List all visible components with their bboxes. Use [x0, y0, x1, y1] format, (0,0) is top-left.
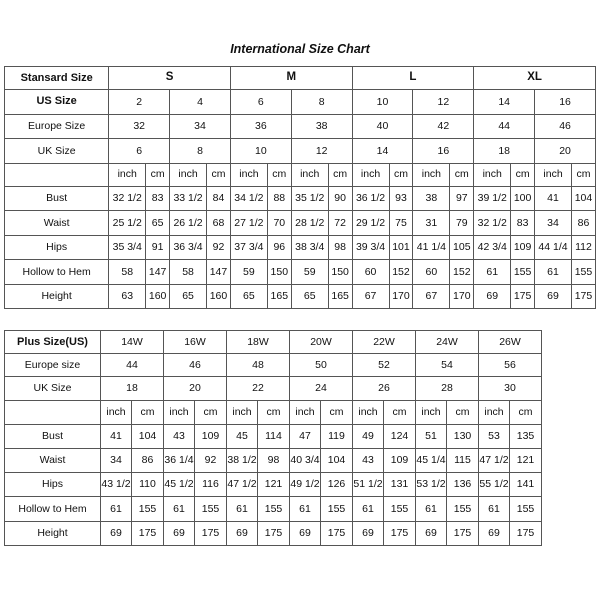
measurement-value: 155 [447, 497, 479, 521]
europe-size-cell: 46 [535, 114, 596, 139]
measurement-value: 155 [384, 497, 416, 521]
us-size-cell: 4 [170, 90, 231, 115]
measurement-value: 75 [389, 211, 413, 236]
measurement-value: 104 [321, 448, 353, 472]
measurement-value: 69 [474, 284, 511, 309]
measurement-row-height [5, 284, 596, 309]
measurement-value: 124 [384, 424, 416, 448]
measurement-value: 35 3/4 [109, 235, 146, 260]
plus-europe-size-cell: 48 [227, 354, 290, 377]
plus-us-size-cell: 18W [227, 331, 290, 354]
measurement-value: 26 1/2 [170, 211, 207, 236]
measurement-value: 47 [290, 424, 321, 448]
plus-uk-size-cell: 30 [479, 377, 542, 400]
measurement-value: 90 [328, 186, 352, 211]
measurement-value: 131 [384, 473, 416, 497]
unit-cm: cm [207, 163, 231, 186]
measurement-value: 109 [195, 424, 227, 448]
measurement-value: 61 [353, 497, 384, 521]
measurement-value: 136 [447, 473, 479, 497]
measurement-value: 68 [207, 211, 231, 236]
plus-europe-size-cell: 54 [416, 354, 479, 377]
measurement-value: 97 [450, 186, 474, 211]
measurement-value: 69 [101, 521, 132, 545]
measurement-value: 61 [290, 497, 321, 521]
plus-us-size-cell: 22W [353, 331, 416, 354]
measurement-value: 110 [132, 473, 164, 497]
measurement-value: 47 1/2 [227, 473, 258, 497]
measurement-value: 91 [146, 235, 170, 260]
measurement-value: 155 [321, 497, 353, 521]
measurement-value: 69 [290, 521, 321, 545]
measurement-value: 29 1/2 [352, 211, 389, 236]
us-size-cell: 14 [474, 90, 535, 115]
us-size-cell: 16 [535, 90, 596, 115]
unit-inch: inch [101, 400, 132, 424]
measurement-value: 42 3/4 [474, 235, 511, 260]
measurement-value: 61 [164, 497, 195, 521]
measurement-value: 58 [109, 260, 146, 285]
measurement-value: 55 1/2 [479, 473, 510, 497]
measurement-label: Waist [5, 448, 101, 472]
measurement-value: 150 [328, 260, 352, 285]
measurement-value: 35 1/2 [291, 186, 328, 211]
europe-size-label: Europe Size [5, 114, 109, 139]
uk-size-cell: 10 [230, 139, 291, 164]
measurement-label: Height [5, 521, 101, 545]
measurement-value: 36 1/2 [352, 186, 389, 211]
measurement-value: 63 [109, 284, 146, 309]
measurement-value: 109 [511, 235, 535, 260]
measurement-label: Bust [5, 424, 101, 448]
plus-europe-size-cell: 44 [101, 354, 164, 377]
measurement-value: 69 [353, 521, 384, 545]
measurement-row-bust [5, 186, 596, 211]
unit-cm: cm [511, 163, 535, 186]
measurement-value: 72 [328, 211, 352, 236]
measurement-value: 37 3/4 [230, 235, 267, 260]
unit-cm: cm [195, 400, 227, 424]
measurement-value: 155 [511, 260, 535, 285]
measurement-value: 39 3/4 [352, 235, 389, 260]
measurement-label: Hollow to Hem [5, 497, 101, 521]
measurement-value: 43 [164, 424, 195, 448]
measurement-value: 160 [207, 284, 231, 309]
size-group-s: S [109, 67, 231, 90]
uk-size-cell: 12 [291, 139, 352, 164]
measurement-value: 69 [164, 521, 195, 545]
measurement-value: 53 1/2 [416, 473, 447, 497]
measurement-value: 119 [321, 424, 353, 448]
measurement-value: 135 [510, 424, 542, 448]
europe-size-cell: 44 [474, 114, 535, 139]
measurement-value: 61 [101, 497, 132, 521]
chart-title: International Size Chart [230, 42, 370, 56]
header-row [5, 67, 596, 90]
us-size-cell: 2 [109, 90, 170, 115]
measurement-value: 59 [230, 260, 267, 285]
plus-unit-row-blank [5, 400, 101, 424]
measurement-value: 175 [571, 284, 595, 309]
measurement-value: 147 [146, 260, 170, 285]
uk-size-cell: 8 [170, 139, 231, 164]
measurement-value: 83 [146, 186, 170, 211]
measurement-value: 49 [353, 424, 384, 448]
measurement-value: 93 [389, 186, 413, 211]
unit-inch: inch [416, 400, 447, 424]
unit-row [5, 163, 596, 186]
measurement-value: 25 1/2 [109, 211, 146, 236]
measurement-value: 175 [321, 521, 353, 545]
us-size-cell: 6 [230, 90, 291, 115]
unit-cm: cm [146, 163, 170, 186]
measurement-value: 69 [535, 284, 572, 309]
standard-size-label: Stansard Size [5, 67, 109, 90]
size-group-m: M [230, 67, 352, 90]
europe-size-cell: 34 [170, 114, 231, 139]
measurement-value: 175 [447, 521, 479, 545]
us-size-row [5, 90, 596, 115]
measurement-value: 175 [195, 521, 227, 545]
us-size-cell: 10 [352, 90, 413, 115]
plus-europe-size-cell: 46 [164, 354, 227, 377]
measurement-value: 58 [170, 260, 207, 285]
measurement-value: 65 [170, 284, 207, 309]
measurement-value: 60 [413, 260, 450, 285]
measurement-value: 28 1/2 [291, 211, 328, 236]
measurement-value: 115 [447, 448, 479, 472]
europe-size-row [5, 114, 596, 139]
measurement-value: 130 [447, 424, 479, 448]
us-size-cell: 12 [413, 90, 474, 115]
measurement-value: 160 [146, 284, 170, 309]
measurement-value: 155 [510, 497, 542, 521]
measurement-value: 104 [571, 186, 595, 211]
measurement-value: 61 [535, 260, 572, 285]
measurement-value: 41 [101, 424, 132, 448]
measurement-value: 43 1/2 [101, 473, 132, 497]
unit-cm: cm [447, 400, 479, 424]
plus-uk-size-cell: 24 [290, 377, 353, 400]
measurement-value: 67 [413, 284, 450, 309]
unit-inch: inch [227, 400, 258, 424]
measurement-value: 53 [479, 424, 510, 448]
measurement-value: 175 [510, 521, 542, 545]
unit-inch: inch [413, 163, 450, 186]
measurement-value: 105 [450, 235, 474, 260]
plus-uk-size-cell: 18 [101, 377, 164, 400]
unit-inch: inch [109, 163, 146, 186]
measurement-value: 155 [195, 497, 227, 521]
measurement-value: 32 1/2 [109, 186, 146, 211]
measurement-value: 65 [291, 284, 328, 309]
measurement-value: 112 [571, 235, 595, 260]
measurement-label: Hips [5, 473, 101, 497]
measurement-value: 109 [384, 448, 416, 472]
unit-cm: cm [510, 400, 542, 424]
measurement-value: 170 [389, 284, 413, 309]
measurement-value: 152 [389, 260, 413, 285]
plus-measurement-row-bust [5, 424, 598, 448]
unit-inch: inch [170, 163, 207, 186]
standard-size-table [4, 66, 596, 309]
measurement-value: 65 [230, 284, 267, 309]
measurement-value: 83 [511, 211, 535, 236]
measurement-value: 147 [207, 260, 231, 285]
measurement-value: 51 1/2 [353, 473, 384, 497]
measurement-value: 101 [389, 235, 413, 260]
measurement-value: 34 1/2 [230, 186, 267, 211]
plus-size-label: Plus Size(US) [5, 331, 101, 354]
plus-uk-size-row [5, 377, 598, 400]
measurement-label: Hollow to Hem [5, 260, 109, 285]
unit-cm: cm [267, 163, 291, 186]
measurement-value: 100 [511, 186, 535, 211]
measurement-value: 175 [511, 284, 535, 309]
measurement-value: 34 [535, 211, 572, 236]
measurement-row-waist [5, 211, 596, 236]
measurement-value: 32 1/2 [474, 211, 511, 236]
measurement-value: 175 [384, 521, 416, 545]
measurement-value: 84 [207, 186, 231, 211]
uk-size-row [5, 139, 596, 164]
us-size-label: US Size [5, 90, 109, 115]
measurement-value: 116 [195, 473, 227, 497]
uk-size-cell: 14 [352, 139, 413, 164]
measurement-value: 126 [321, 473, 353, 497]
measurement-value: 38 1/2 [227, 448, 258, 472]
measurement-value: 155 [571, 260, 595, 285]
measurement-value: 33 1/2 [170, 186, 207, 211]
unit-inch: inch [164, 400, 195, 424]
plus-measurement-row-hips [5, 473, 598, 497]
measurement-value: 34 [101, 448, 132, 472]
measurement-value: 61 [416, 497, 447, 521]
measurement-value: 41 1/4 [413, 235, 450, 260]
measurement-value: 175 [258, 521, 290, 545]
measurement-value: 69 [416, 521, 447, 545]
measurement-value: 40 3/4 [290, 448, 321, 472]
unit-inch: inch [291, 163, 328, 186]
measurement-value: 98 [328, 235, 352, 260]
plus-header-row [5, 331, 598, 354]
measurement-value: 92 [195, 448, 227, 472]
measurement-value: 45 1/4 [416, 448, 447, 472]
unit-inch: inch [535, 163, 572, 186]
measurement-value: 175 [132, 521, 164, 545]
measurement-value: 92 [207, 235, 231, 260]
uk-size-cell: 20 [535, 139, 596, 164]
measurement-value: 155 [132, 497, 164, 521]
measurement-value: 47 1/2 [479, 448, 510, 472]
measurement-label: Height [5, 284, 109, 309]
size-group-xl: XL [474, 67, 596, 90]
measurement-value: 165 [328, 284, 352, 309]
unit-inch: inch [353, 400, 384, 424]
unit-inch: inch [474, 163, 511, 186]
measurement-value: 88 [267, 186, 291, 211]
plus-europe-size-cell: 52 [353, 354, 416, 377]
measurement-value: 86 [571, 211, 595, 236]
measurement-value: 96 [267, 235, 291, 260]
unit-cm: cm [132, 400, 164, 424]
europe-size-cell: 40 [352, 114, 413, 139]
measurement-value: 170 [450, 284, 474, 309]
measurement-value: 114 [258, 424, 290, 448]
measurement-value: 67 [352, 284, 389, 309]
unit-row-blank [5, 163, 109, 186]
measurement-value: 60 [352, 260, 389, 285]
measurement-value: 44 1/4 [535, 235, 572, 260]
plus-size-table [4, 330, 598, 546]
plus-europe-size-cell: 56 [479, 354, 542, 377]
measurement-value: 45 [227, 424, 258, 448]
size-group-l: L [352, 67, 474, 90]
measurement-value: 69 [227, 521, 258, 545]
measurement-value: 79 [450, 211, 474, 236]
measurement-label: Bust [5, 186, 109, 211]
measurement-value: 155 [258, 497, 290, 521]
measurement-value: 98 [258, 448, 290, 472]
measurement-value: 45 1/2 [164, 473, 195, 497]
unit-cm: cm [321, 400, 353, 424]
plus-us-size-cell: 16W [164, 331, 227, 354]
plus-us-size-cell: 26W [479, 331, 542, 354]
measurement-value: 51 [416, 424, 447, 448]
measurement-value: 36 3/4 [170, 235, 207, 260]
measurement-value: 49 1/2 [290, 473, 321, 497]
measurement-value: 61 [479, 497, 510, 521]
europe-size-cell: 32 [109, 114, 170, 139]
measurement-label: Hips [5, 235, 109, 260]
unit-inch: inch [479, 400, 510, 424]
plus-measurement-row-waist [5, 448, 598, 472]
plus-europe-size-label: Europe size [5, 354, 101, 377]
measurement-row-hollow-to-hem [5, 260, 596, 285]
plus-measurement-row-hollow-to-hem [5, 497, 598, 521]
unit-inch: inch [230, 163, 267, 186]
plus-uk-size-cell: 22 [227, 377, 290, 400]
plus-us-size-cell: 20W [290, 331, 353, 354]
measurement-value: 65 [146, 211, 170, 236]
unit-cm: cm [389, 163, 413, 186]
measurement-value: 38 [413, 186, 450, 211]
measurement-value: 31 [413, 211, 450, 236]
europe-size-cell: 38 [291, 114, 352, 139]
uk-size-label: UK Size [5, 139, 109, 164]
measurement-value: 165 [267, 284, 291, 309]
plus-uk-size-cell: 28 [416, 377, 479, 400]
plus-uk-size-cell: 20 [164, 377, 227, 400]
measurement-value: 121 [258, 473, 290, 497]
measurement-value: 70 [267, 211, 291, 236]
measurement-value: 27 1/2 [230, 211, 267, 236]
uk-size-cell: 16 [413, 139, 474, 164]
plus-us-size-cell: 24W [416, 331, 479, 354]
us-size-cell: 8 [291, 90, 352, 115]
plus-us-size-cell: 14W [101, 331, 164, 354]
unit-cm: cm [328, 163, 352, 186]
plus-measurement-row-height [5, 521, 598, 545]
measurement-value: 36 1/4 [164, 448, 195, 472]
unit-cm: cm [384, 400, 416, 424]
measurement-value: 39 1/2 [474, 186, 511, 211]
plus-uk-size-label: UK Size [5, 377, 101, 400]
measurement-value: 61 [474, 260, 511, 285]
plus-unit-row [5, 400, 598, 424]
uk-size-cell: 18 [474, 139, 535, 164]
europe-size-cell: 42 [413, 114, 474, 139]
measurement-value: 69 [479, 521, 510, 545]
measurement-value: 86 [132, 448, 164, 472]
measurement-value: 59 [291, 260, 328, 285]
unit-cm: cm [450, 163, 474, 186]
unit-cm: cm [571, 163, 595, 186]
plus-europe-size-cell: 50 [290, 354, 353, 377]
unit-inch: inch [352, 163, 389, 186]
plus-uk-size-cell: 26 [353, 377, 416, 400]
measurement-value: 152 [450, 260, 474, 285]
europe-size-cell: 36 [230, 114, 291, 139]
measurement-value: 41 [535, 186, 572, 211]
measurement-value: 38 3/4 [291, 235, 328, 260]
measurement-value: 150 [267, 260, 291, 285]
uk-size-cell: 6 [109, 139, 170, 164]
measurement-value: 61 [227, 497, 258, 521]
unit-inch: inch [290, 400, 321, 424]
measurement-label: Waist [5, 211, 109, 236]
measurement-row-hips [5, 235, 596, 260]
measurement-value: 43 [353, 448, 384, 472]
measurement-value: 104 [132, 424, 164, 448]
plus-blank-column [542, 331, 598, 546]
measurement-value: 141 [510, 473, 542, 497]
plus-europe-size-row [5, 354, 598, 377]
unit-cm: cm [258, 400, 290, 424]
measurement-value: 121 [510, 448, 542, 472]
